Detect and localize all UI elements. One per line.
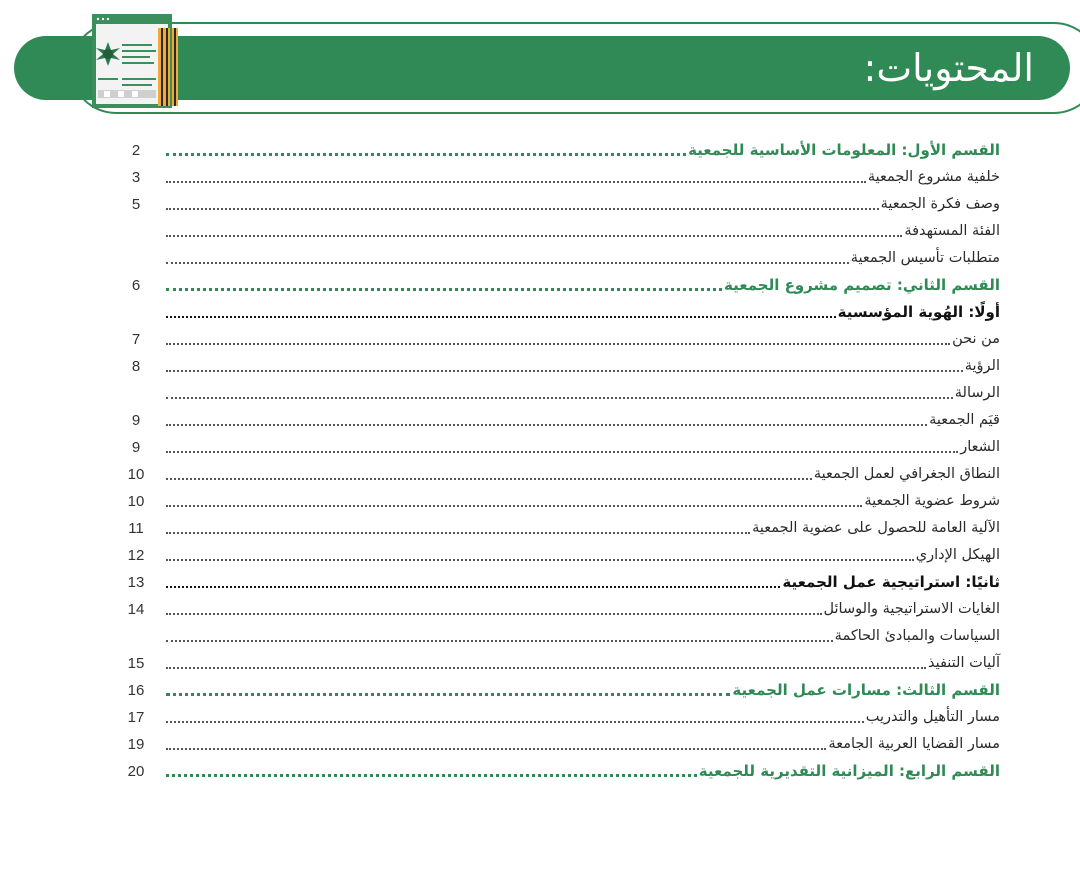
- dot-leader: [166, 586, 780, 588]
- toc-entry-page: 6: [131, 277, 141, 294]
- toc-entry-label: القسم الثالث: مسارات عمل الجمعية: [732, 680, 1000, 699]
- dot-leader: [166, 640, 833, 642]
- toc-entry[interactable]: [120, 460, 1000, 487]
- toc-entry-page: 7: [131, 331, 141, 348]
- toc-entry-page: 15: [127, 655, 145, 672]
- toc-entry[interactable]: [120, 163, 1000, 190]
- toc-entry[interactable]: [120, 379, 1000, 406]
- toc-entry-page: 9: [131, 412, 141, 429]
- toc-entry-label: الآلية العامة للحصول على عضوية الجمعية: [752, 519, 1000, 536]
- toc-entry-page: 20: [127, 763, 145, 780]
- toc-entry-page: 14: [127, 601, 145, 618]
- toc-entry[interactable]: [120, 703, 1000, 730]
- toc-entry[interactable]: [120, 649, 1000, 676]
- dot-leader: [166, 613, 822, 615]
- toc-entry-label: من نحن: [952, 330, 1000, 347]
- toc-entry-page: 17: [127, 709, 145, 726]
- toc-entry-label: الفئة المستهدفة: [904, 222, 1000, 239]
- dot-leader: [166, 424, 927, 426]
- dot-leader: [166, 667, 926, 669]
- toc-entry-page: 12: [127, 547, 145, 564]
- toc-entry-label: مسار التأهيل والتدريب: [865, 708, 1000, 725]
- toc-entry-label: أولًا: الهُوية المؤسسية: [837, 302, 1000, 321]
- dot-leader: [166, 451, 958, 453]
- toc-entry-label: النطاق الجغرافي لعمل الجمعية: [813, 465, 1000, 482]
- dot-leader: [166, 693, 730, 696]
- toc-entry-page: [120, 244, 152, 271]
- dot-leader: [166, 559, 914, 561]
- toc-entry-label: الهيكل الإداري: [915, 546, 1000, 563]
- toc-entry[interactable]: [120, 271, 1000, 298]
- toc-entry-label: خلفية مشروع الجمعية: [867, 168, 1000, 185]
- toc-entry-page: 13: [127, 574, 145, 591]
- toc-entry-label: آليات التنفيذ: [927, 654, 1000, 671]
- toc-entry-label: الشعار: [960, 438, 1000, 455]
- dot-leader: [166, 397, 953, 399]
- toc-entry[interactable]: [120, 622, 1000, 649]
- toc-entry[interactable]: [120, 136, 1000, 163]
- toc-entry-label: السياسات والمبادئ الحاكمة: [834, 627, 1000, 644]
- toc-entry-page: 10: [127, 466, 145, 483]
- dot-leader: [166, 181, 866, 183]
- toc-entry-page: 10: [127, 493, 145, 510]
- dot-leader: [166, 532, 750, 534]
- toc-entry-page: [120, 217, 152, 244]
- toc-entry[interactable]: [120, 433, 1000, 460]
- toc-entry-page: 2: [131, 142, 141, 159]
- table-of-contents: [120, 136, 1000, 784]
- page-title: المحتويات:: [863, 46, 1034, 90]
- dot-leader: [166, 153, 686, 156]
- toc-entry-page: 5: [131, 196, 141, 213]
- toc-entry-page: [120, 298, 152, 325]
- toc-entry[interactable]: [120, 217, 1000, 244]
- toc-entry[interactable]: [120, 487, 1000, 514]
- toc-entry-label: مسار القضايا العربية الجامعة: [828, 735, 1000, 752]
- toc-entry[interactable]: [120, 757, 1000, 784]
- document-icon: [92, 14, 184, 110]
- toc-entry-label: القسم الأول: المعلومات الأساسية للجمعية: [688, 140, 1000, 159]
- toc-entry[interactable]: [120, 541, 1000, 568]
- toc-entry-page: 8: [131, 358, 141, 375]
- dot-leader: [166, 208, 879, 210]
- toc-entry[interactable]: [120, 568, 1000, 595]
- toc-entry-page: 19: [127, 736, 145, 753]
- toc-entry[interactable]: [120, 352, 1000, 379]
- toc-entry-label: الغايات الاستراتيجية والوسائل: [823, 600, 1000, 617]
- toc-entry[interactable]: [120, 676, 1000, 703]
- dot-leader: [166, 748, 826, 750]
- toc-entry[interactable]: [120, 730, 1000, 757]
- toc-entry[interactable]: [120, 244, 1000, 271]
- dot-leader: [166, 343, 950, 345]
- toc-entry-page: [120, 622, 152, 649]
- toc-entry-label: القسم الرابع: الميزانية التقديرية للجمعية: [698, 761, 1000, 780]
- toc-entry-page: 16: [127, 682, 145, 699]
- toc-entry-label: متطلبات تأسيس الجمعية: [850, 249, 1000, 266]
- toc-entry-label: وصف فكرة الجمعية: [880, 195, 1000, 212]
- toc-entry[interactable]: [120, 190, 1000, 217]
- toc-entry-label: القسم الثاني: تصميم مشروع الجمعية: [724, 275, 1000, 294]
- toc-entry-label: الرؤية: [964, 357, 1000, 374]
- dot-leader: [166, 288, 722, 291]
- toc-entry-page: 3: [131, 169, 141, 186]
- toc-entry[interactable]: [120, 514, 1000, 541]
- toc-entry-label: الرسالة: [954, 384, 1000, 401]
- dot-leader: [166, 478, 812, 480]
- toc-entry[interactable]: [120, 595, 1000, 622]
- toc-entry[interactable]: [120, 298, 1000, 325]
- toc-entry[interactable]: [120, 406, 1000, 433]
- toc-entry-page: [120, 379, 152, 406]
- dot-leader: [166, 774, 697, 777]
- dot-leader: [166, 235, 902, 237]
- toc-entry-page: 9: [131, 439, 141, 456]
- toc-entry[interactable]: [120, 325, 1000, 352]
- toc-entry-label: ثانيًا: استراتيجية عمل الجمعية: [782, 572, 1000, 591]
- toc-entry-label: قيَم الجمعية: [929, 411, 1000, 428]
- dot-leader: [166, 316, 836, 318]
- dot-leader: [166, 370, 963, 372]
- dot-leader: [166, 262, 849, 264]
- toc-entry-page: 11: [128, 520, 144, 537]
- toc-entry-label: شروط عضوية الجمعية: [864, 492, 1000, 509]
- dot-leader: [166, 505, 862, 507]
- dot-leader: [166, 721, 864, 723]
